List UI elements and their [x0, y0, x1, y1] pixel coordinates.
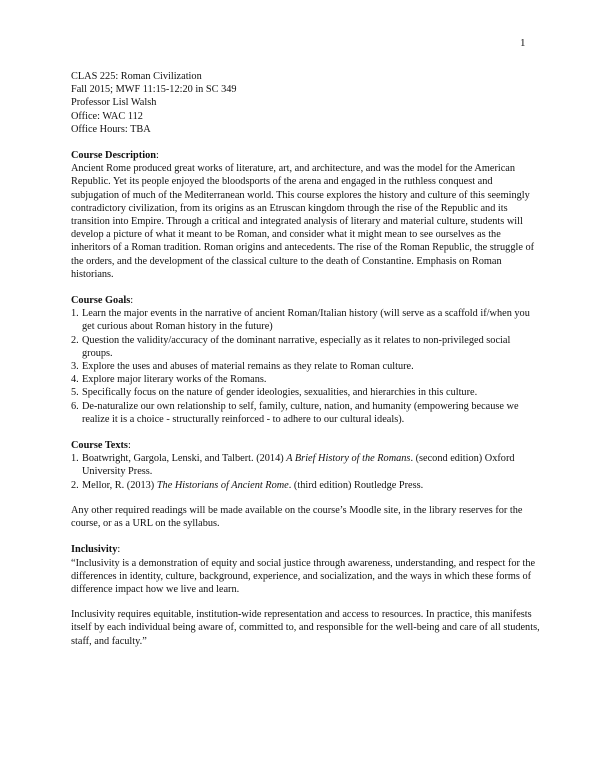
list-item: 2. Mellor, R. (2013) The Historians of Ancient Rome. (third edition) Routledge Press. — [71, 479, 424, 491]
book-title: The Historians of Ancient Rome — [156, 479, 289, 491]
book-title: A Brief History of the Romans — [286, 453, 411, 465]
course-texts-section — [71, 439, 541, 530]
page-number: 1 — [520, 37, 526, 49]
course-description-text: Ancient Rome produced great works of literature, art, and architecture, and was the model for the American Republic. Yet its people enjoyed the bloodsports of the arena and engaged in the ruthless conquest and subjugation of much of the Mediterranean world. This course explores the history and culture of this seemingly contradictory civilization, from its origins as an Etruscan kingdom through the rise of the Republic and its transition into Empire. Through a critical and integrated analysis of literary and material culture, students will develop a picture of what it meant to be Roman, and consider what it might mean to see ourselves as the inheritors of a Roman tradition. Roman origins and antecedents. The rise of the Roman Republic, the struggle of the orders, and the development of the classical culture to the death of Constantine. Emphasis on Roman historians. — [71, 163, 535, 280]
course-texts-list — [71, 452, 541, 492]
inclusivity-section — [71, 543, 541, 647]
list-item: 1. Learn the major events in the narrative of ancient Roman/Italian history (will serve as a scaffold if/when you get curious about Roman history in the future) — [71, 308, 530, 333]
readings-note: Any other required readings will be made available on the course’s Moodle site, in the library reserves for the course, or as a URL on the syllabus. — [71, 504, 523, 530]
list-item: 2. Question the validity/accuracy of the dominant narrative, especially as it relates to non-privileged social groups. — [71, 334, 511, 359]
office-location: Office: WAC 112 — [71, 110, 143, 122]
course-description-heading: Course Description: — [71, 150, 159, 162]
list-item: 5. Specifically focus on the nature of gender ideologies, sexualities, and hierarchies in this culture. — [71, 387, 478, 399]
list-item: 3. Explore the uses and abuses of material remains as they relate to Roman culture. — [71, 361, 414, 373]
course-header — [71, 70, 541, 136]
inclusivity-paragraph-1: “Inclusivity is a demonstration of equity and social justice through awareness, understanding, and respect for the differences in identity, culture, background, experience, and socialization, and the ways in which these forms of difference impact how we live and learn. — [71, 557, 536, 595]
page-content — [71, 70, 541, 648]
course-schedule: Fall 2015; MWF 11:15-12:20 in SC 349 — [71, 84, 237, 96]
list-item: 1. Boatwright, Gargola, Lenski, and Talbert. (2014) A Brief History of the Romans. (second edition) Oxford University Press. — [71, 453, 515, 478]
course-goals-list — [71, 307, 541, 426]
list-item: 6. De-naturalize our own relationship to self, family, culture, nation, and humanity (empowering because we realize it is a choice - structurally reinforced - to adhere to our cultural ideals). — [71, 400, 519, 425]
course-texts-heading: Course Texts: — [71, 440, 131, 452]
course-description-section — [71, 149, 541, 281]
inclusivity-paragraph-2: Inclusivity requires equitable, institution-wide representation and access to resources. In practice, this manifests itself by each individual being aware of, committed to, and responsible for the well-being and care of all students, staff, and faculty.” — [71, 609, 540, 647]
course-title: CLAS 225: Roman Civilization — [71, 71, 202, 82]
office-hours: Office Hours: TBA — [71, 123, 151, 135]
course-goals-section — [71, 294, 541, 426]
course-goals-heading: Course Goals: — [71, 295, 134, 307]
professor-name: Professor Lisl Walsh — [71, 97, 157, 109]
list-item: 4. Explore major literary works of the Romans. — [71, 374, 267, 386]
inclusivity-heading: Inclusivity: — [71, 544, 121, 556]
